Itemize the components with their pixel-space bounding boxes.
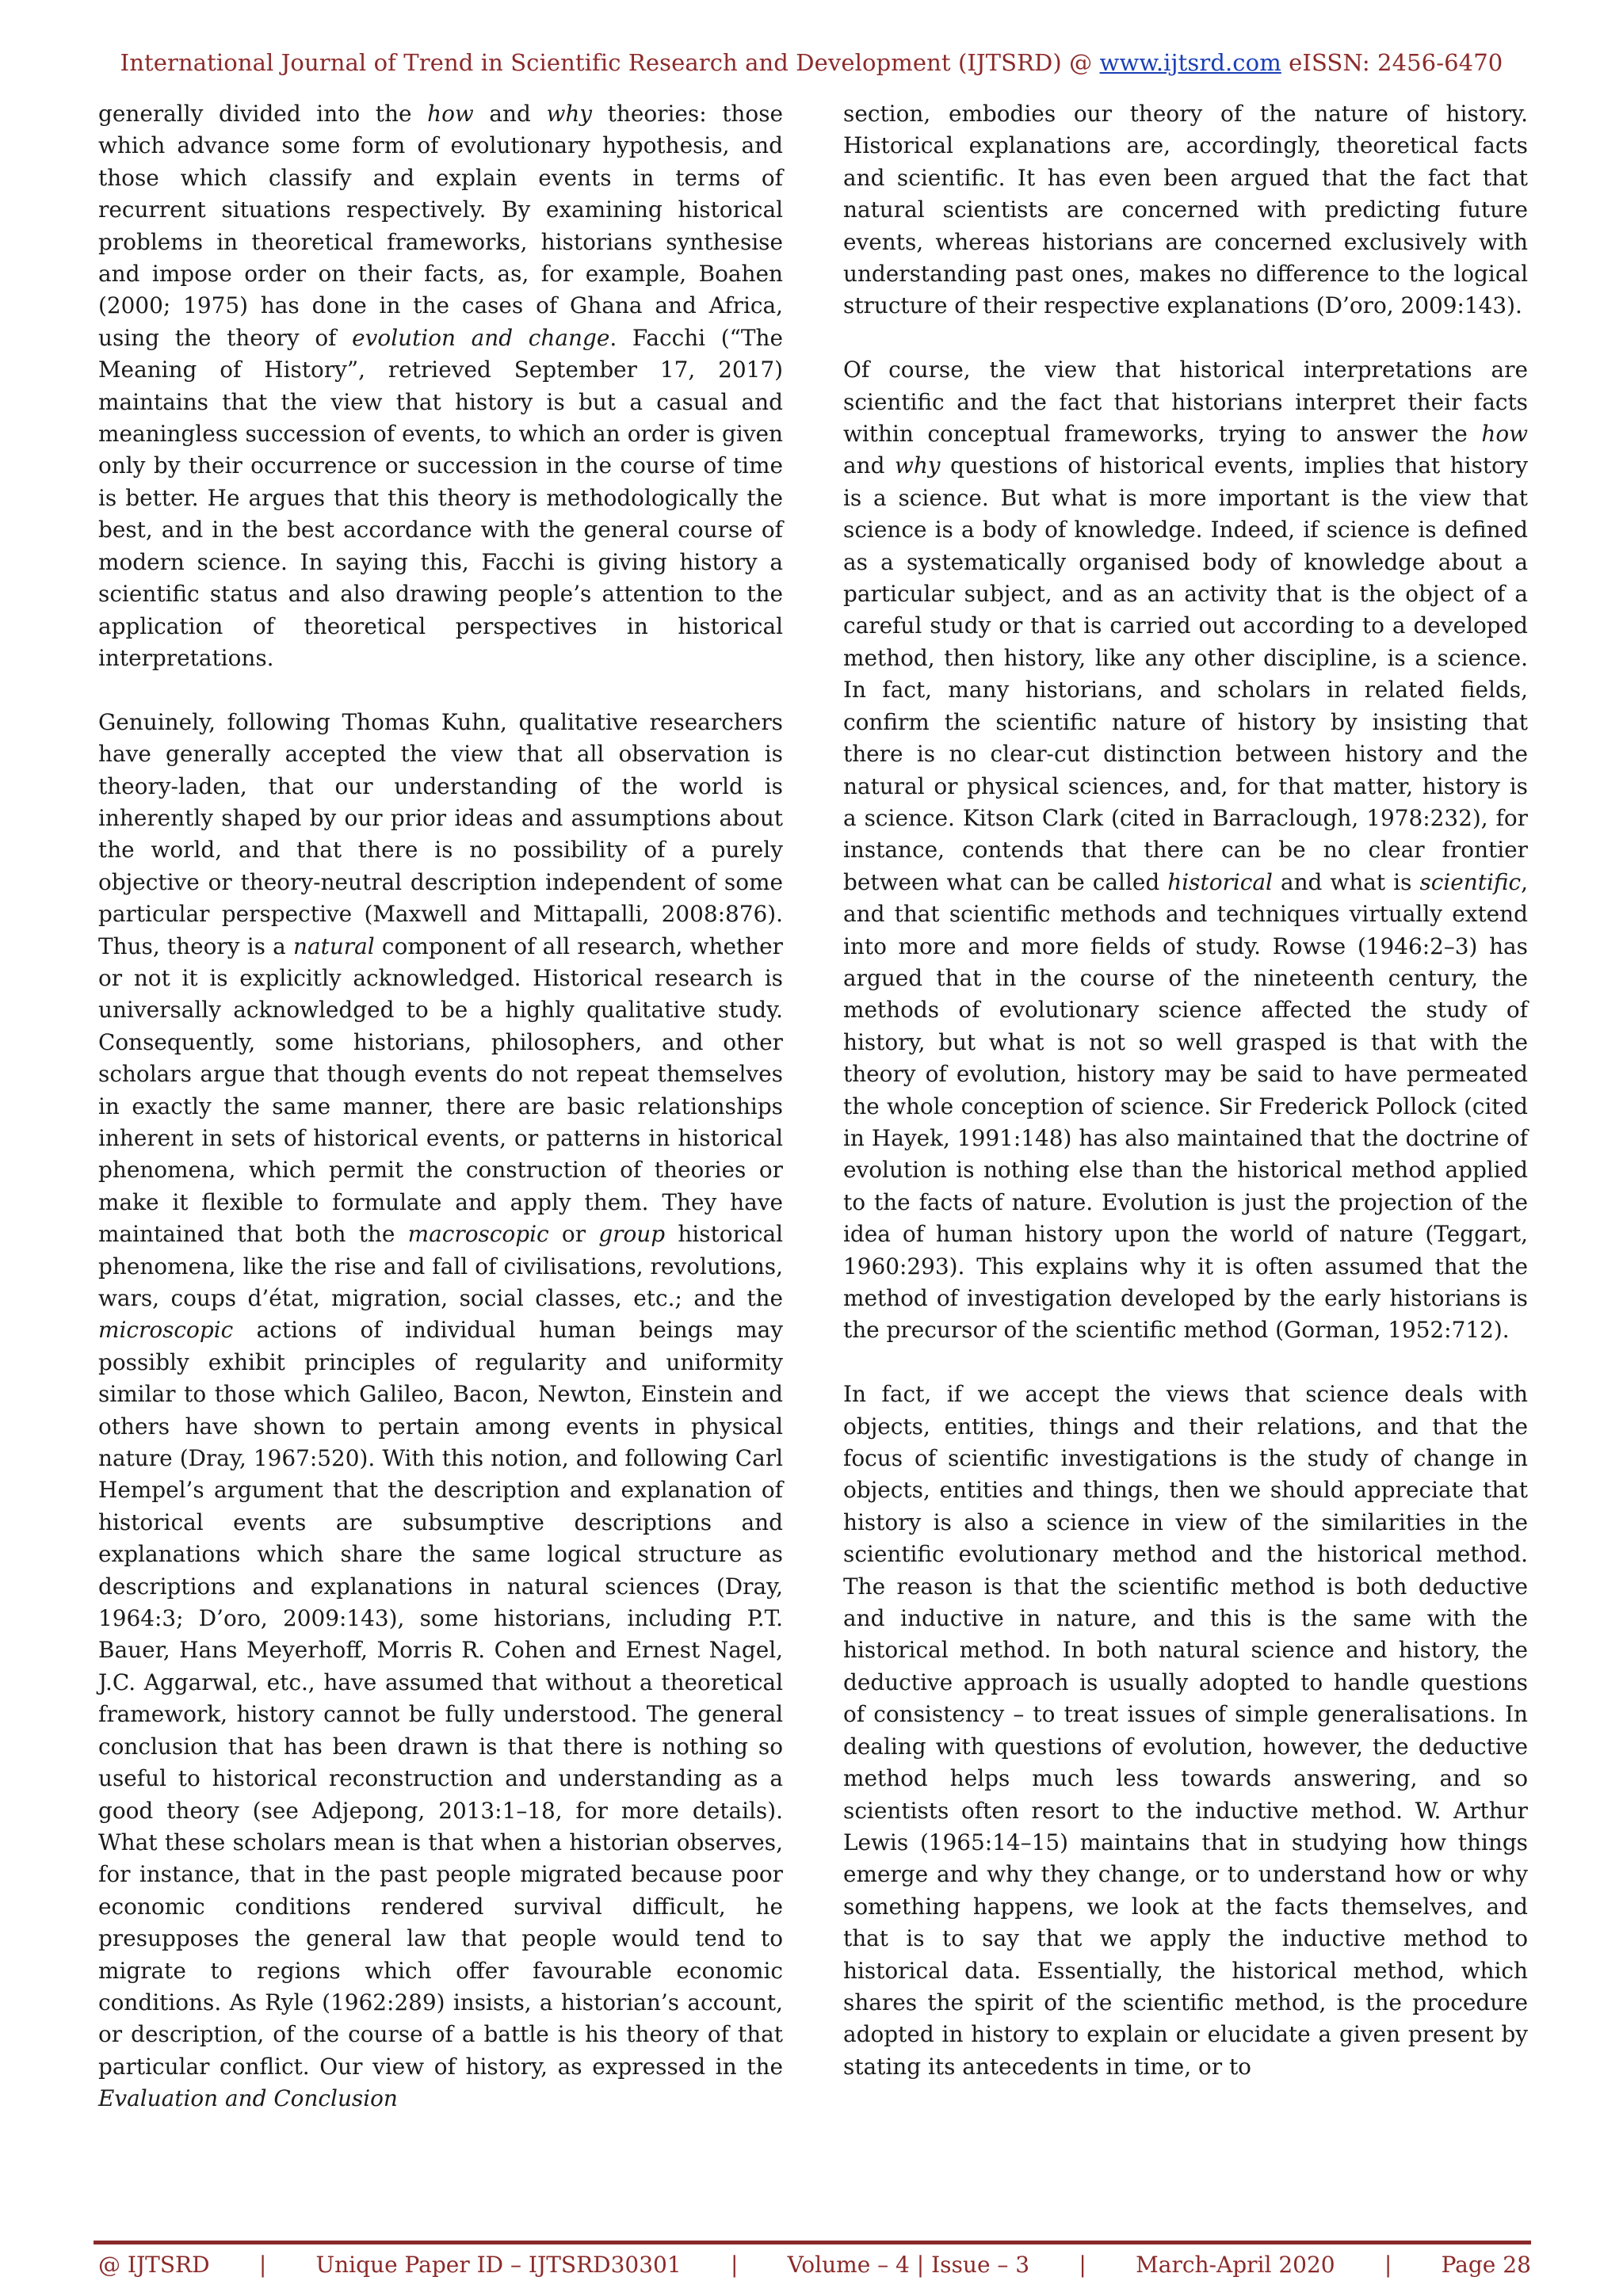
left-paragraph-2: Genuinely, following Thomas Kuhn, qualitative researchers have generally accepted the view that all observation is theory-laden, that our understanding of the world is inherently shaped by our prior ideas and assumptions about the world, and that there is no possibility of a purely objective or theory-neutral description independent of some particular perspective (Maxwell and Mittapalli, 2008:876). Thus, theory is a natural component of all research, whether or not it is explicitly acknowledged. Historical research is universally acknowledged to be a highly qualitative study. Consequently, some historians, philosophers, and other scholars argue that though events do not repeat themselves in exactly the same manner, there are basic relationships inherent in sets of historical events, or patterns in historical phenomena, which permit the construction of theories or make it flexible to formulate and apply them. They have maintained that both the macroscopic or group historical phenomena, like the rise and fall of civilisations, revolutions, wars, coups d’état, migration, social classes, etc.; and the microscopic actions of individual human beings may possibly exhibit principles of regularity and uniformity similar to those which Galileo, Bacon, Newton, Einstein and others have shown to pertain among events in physical nature (Dray, 1967:520). With this notion, and following Carl Hempel’s argument that the description and explanation of historical events are subsumptive descriptions and explanations which share the same logical structure as descriptions and explanations in natural sciences (Dray, 1964:3; D’oro, 2009:143), some historians, including P.T. Bauer, Hans Meyerhoff, Morris R. Cohen and Ernest Nagel, J.C. Aggarwal, etc., have assumed that without a theoretical framework, history cannot be fully understood. The general conclusion that has been drawn is that there is nothing so useful to historical reconstruction and understanding as a good theory (see Adjepong, 2013:1–18, for more details). What these scholars mean is that when a historian observes, for instance, that in the past people migrated because poor economic conditions rendered survival difficult, he presupposes the general law that people would tend to migrate to regions which offer favourable economic conditions. As Ryle (1962:289) insists, a historian’s account, or description, of the course of a battle is his theory of that particular conflict. Our view of history, as expressed in the Evaluation and Conclusion: [98, 708, 784, 2112]
left-column: [98, 98, 783, 2115]
journal-url-link[interactable]: www.ijtsrd.com: [1099, 49, 1281, 76]
right-paragraph-1: section, embodies our theory of the nature of history. Historical explanations are, accordingly, theoretical facts and scientific. It has even been argued that the fact that natural scientists are concerned with predicting future events, whereas historians are concerned exclusively with understanding past ones, makes no difference to the logical structure of their respective explanations (D’oro, 2009:143).: [843, 101, 1528, 319]
right-paragraph-2: Of course, the view that historical interpretations are scientific and the fact that historians interpret their facts within conceptual frameworks, trying to answer the how and why questions of historical events, implies that history is a science. But what is more important is the view that science is a body of knowledge. Indeed, if science is defined as a systematically organised body of knowledge about a particular subject, and as an activity that is the object of a careful study or that is carried out according to a developed method, then history, like any other discipline, is a science. In fact, many historians, and scholars in related fields, confirm the scientific nature of history by insisting that there is no clear-cut distinction between history and the natural or physical sciences, and, for that matter, history is a science. Kitson Clark (cited in Barraclough, 1978:232), for instance, contends that there can be no clear frontier between what can be called historical and what is scientific, and that scientific methods and techniques virtually extend into more and more fields of study. Rowse (1946:2–3) has argued that in the course of the nineteenth century, the methods of evolutionary science affected the study of history, but what is not so well grasped is that with the theory of evolution, history may be said to have permeated the whole conception of science. Sir Frederick Pollock (cited in Hayek, 1991:148) has also maintained that the doctrine of evolution is nothing else than the historical method applied to the facts of nature. Evolution is just the projection of the idea of human history upon the world of nature (Teggart, 1960:293). This explains why it is often assumed that the method of investigation developed by the early historians is the precursor of the scientific method (Gorman, 1952:712).: [843, 357, 1528, 1344]
right-column: [843, 98, 1528, 2083]
footer-publisher: @ IJTSRD: [98, 2252, 210, 2278]
page-footer: [98, 2252, 1531, 2278]
footer-separator: |: [730, 2252, 739, 2278]
running-header: [0, 49, 1623, 76]
right-paragraph-3: In fact, if we accept the views that science deals with objects, entities, things and their relations, and that the focus of scientific investigations is the study of change in objects, entities and things, then we should appreciate that history is also a science in view of the similarities in the scientific evolutionary method and the historical method. The reason is that the scientific method is both deductive and inductive in nature, and this is the same with the historical method. In both natural science and history, the deductive approach is usually adopted to handle questions of consistency – to treat issues of simple generalisations. In dealing with questions of evolution, however, the deductive method helps much less towards answering, and so scientists often resort to the inductive method. W. Arthur Lewis (1965:14–15) maintains that in studying how things emerge and why they change, or to understand how or why something happens, we look at the facts themselves, and that is to say that we apply the inductive method to historical data. Essentially, the historical method, which shares the spirit of the scientific method, is the procedure adopted in history to explain or elucidate a given present by stating its antecedents in time, or to: [843, 1381, 1528, 2080]
journal-name: International Journal of Trend in Scientific Research and Development (IJTSRD) @: [120, 49, 1093, 76]
footer-volume-issue: Volume – 4 | Issue – 3: [787, 2252, 1030, 2278]
footer-date: March-April 2020: [1136, 2252, 1335, 2278]
left-paragraph-1: generally divided into the how and why theories: those which advance some form of evolutionary hypothesis, and those which classify and explain events in terms of recurrent situations respectively. By examining historical problems in theoretical frameworks, historians synthesise and impose order on their facts, as, for example, Boahen (2000; 1975) has done in the cases of Ghana and Africa, using the theory of evolution and change. Facchi (“The Meaning of History”, retrieved September 17, 2017) maintains that the view that history is but a casual and meaningless succession of events, to which an order is given only by their occurrence or succession in the course of time is better. He argues that this theory is methodologically the best, and in the best accordance with the general course of modern science. In saying this, Facchi is giving history a scientific status and also drawing people’s attention to the application of theoretical perspectives in historical interpretations.: [98, 101, 784, 671]
eissn: eISSN: 2456-6470: [1289, 49, 1503, 76]
footer-separator: |: [1079, 2252, 1086, 2278]
footer-divider: [94, 2241, 1531, 2245]
footer-separator: |: [258, 2252, 267, 2278]
footer-separator: |: [1384, 2252, 1392, 2278]
footer-page-number: Page 28: [1441, 2252, 1531, 2278]
footer-paper-id: Unique Paper ID – IJTSRD30301: [315, 2252, 682, 2278]
